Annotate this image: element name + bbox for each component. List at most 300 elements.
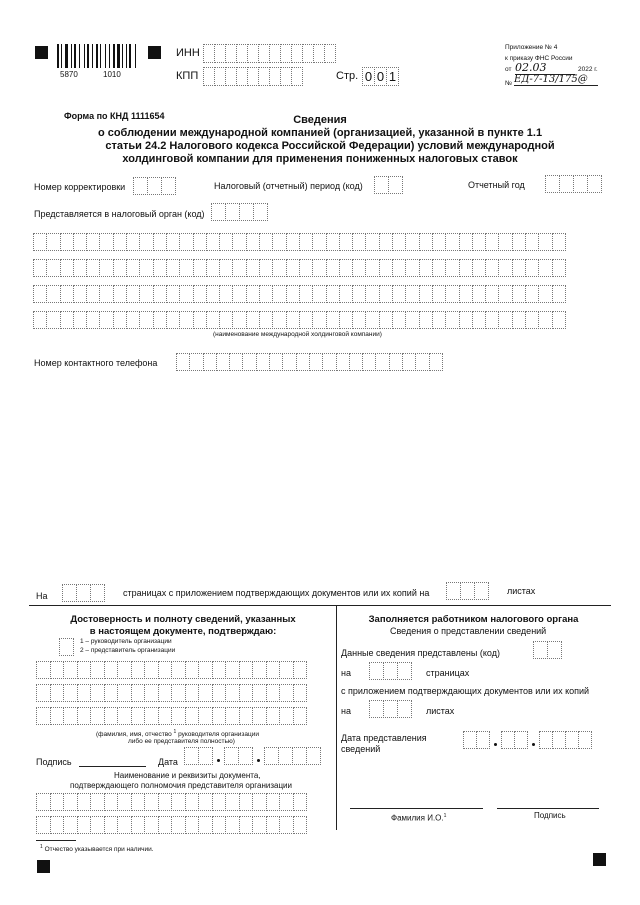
comb-cell[interactable] xyxy=(365,311,379,329)
comb-cell[interactable] xyxy=(193,233,207,251)
comb-cell[interactable] xyxy=(193,259,207,277)
year-field[interactable] xyxy=(545,175,601,193)
comb-cell[interactable] xyxy=(33,311,47,329)
comb-cell[interactable] xyxy=(326,259,340,277)
comb-cell[interactable] xyxy=(299,233,313,251)
comb-cell[interactable] xyxy=(60,233,74,251)
comb-cell[interactable] xyxy=(131,661,146,679)
comb-cell[interactable] xyxy=(198,661,213,679)
comb-cell[interactable] xyxy=(238,747,253,765)
company-name-row-3[interactable] xyxy=(33,285,565,303)
comb-cell[interactable] xyxy=(73,259,87,277)
comb-cell[interactable] xyxy=(216,353,230,371)
comb-cell[interactable] xyxy=(419,311,433,329)
comb-cell[interactable] xyxy=(224,747,239,765)
comb-cell[interactable] xyxy=(225,816,240,834)
comb-cell[interactable] xyxy=(383,662,398,680)
comb-cell[interactable] xyxy=(212,661,227,679)
comb-cell[interactable] xyxy=(246,259,260,277)
comb-cell[interactable] xyxy=(538,285,552,303)
comb-cell[interactable] xyxy=(171,661,186,679)
company-name-row-1[interactable] xyxy=(33,233,565,251)
comb-cell[interactable] xyxy=(90,707,105,725)
comb-cell[interactable] xyxy=(242,353,256,371)
comb-cell[interactable] xyxy=(286,311,300,329)
comb-cell[interactable] xyxy=(171,793,186,811)
comb-cell[interactable] xyxy=(336,353,350,371)
comb-cell[interactable] xyxy=(352,233,366,251)
comb-cell[interactable] xyxy=(179,259,193,277)
comb-cell[interactable] xyxy=(512,259,526,277)
comb-cell[interactable] xyxy=(166,285,180,303)
comb-cell[interactable] xyxy=(578,731,592,749)
pages-count-field[interactable] xyxy=(62,584,104,602)
comb-cell[interactable] xyxy=(60,259,74,277)
signer-fio-row-2[interactable] xyxy=(36,684,306,702)
comb-cell[interactable] xyxy=(514,731,528,749)
comb-cell[interactable] xyxy=(375,353,389,371)
comb-cell[interactable] xyxy=(272,311,286,329)
comb-cell[interactable] xyxy=(432,311,446,329)
comb-cell[interactable] xyxy=(73,285,87,303)
comb-cell[interactable] xyxy=(36,793,51,811)
comb-cell[interactable] xyxy=(206,259,220,277)
comb-cell[interactable] xyxy=(286,285,300,303)
comb-cell[interactable] xyxy=(279,816,294,834)
comb-cell[interactable] xyxy=(252,816,267,834)
comb-cell[interactable] xyxy=(256,353,270,371)
comb-cell[interactable] xyxy=(166,259,180,277)
comb-cell[interactable] xyxy=(278,747,293,765)
comb-cell[interactable] xyxy=(485,233,499,251)
comb-cell[interactable] xyxy=(472,285,486,303)
comb-cell[interactable] xyxy=(259,233,273,251)
tax-organ-field[interactable] xyxy=(211,203,267,221)
comb-cell[interactable] xyxy=(50,793,65,811)
comb-cell[interactable] xyxy=(474,582,489,600)
comb-cell[interactable] xyxy=(324,44,336,63)
comb-cell[interactable] xyxy=(198,684,213,702)
comb-cell[interactable] xyxy=(293,816,308,834)
comb-cell[interactable] xyxy=(179,233,193,251)
comb-cell[interactable] xyxy=(158,707,173,725)
comb-cell[interactable] xyxy=(326,233,340,251)
comb-cell[interactable] xyxy=(117,816,132,834)
comb-cell[interactable] xyxy=(472,259,486,277)
sign-date-field[interactable] xyxy=(184,747,334,765)
comb-cell[interactable] xyxy=(144,684,159,702)
comb-cell[interactable] xyxy=(144,793,159,811)
comb-cell[interactable] xyxy=(429,353,443,371)
comb-cell[interactable] xyxy=(212,816,227,834)
right-sign-line[interactable] xyxy=(497,808,599,809)
comb-cell[interactable] xyxy=(232,311,246,329)
comb-cell[interactable] xyxy=(432,285,446,303)
comb-cell[interactable] xyxy=(252,661,267,679)
comb-cell[interactable] xyxy=(269,353,283,371)
comb-cell[interactable] xyxy=(126,285,140,303)
comb-cell[interactable] xyxy=(498,233,512,251)
comb-cell[interactable] xyxy=(86,311,100,329)
period-field[interactable] xyxy=(374,176,402,194)
comb-cell[interactable] xyxy=(405,285,419,303)
comb-cell[interactable] xyxy=(538,233,552,251)
comb-cell[interactable] xyxy=(552,731,566,749)
sign-date-year[interactable] xyxy=(264,747,320,765)
comb-cell[interactable] xyxy=(232,285,246,303)
comb-cell[interactable] xyxy=(113,311,127,329)
comb-cell[interactable] xyxy=(212,793,227,811)
right-sheets-field[interactable] xyxy=(369,700,411,718)
comb-cell[interactable] xyxy=(379,259,393,277)
comb-cell[interactable] xyxy=(185,661,200,679)
comb-cell[interactable] xyxy=(198,707,213,725)
comb-cell[interactable] xyxy=(309,353,323,371)
comb-cell[interactable] xyxy=(266,684,281,702)
comb-cell[interactable] xyxy=(253,203,268,221)
comb-cell[interactable] xyxy=(286,233,300,251)
comb-cell[interactable] xyxy=(33,259,47,277)
page-number-field[interactable] xyxy=(362,67,398,86)
comb-cell[interactable] xyxy=(90,584,105,602)
comb-cell[interactable] xyxy=(46,285,60,303)
comb-cell[interactable] xyxy=(459,259,473,277)
comb-cell[interactable] xyxy=(117,793,132,811)
comb-cell[interactable] xyxy=(539,731,553,749)
comb-cell[interactable] xyxy=(362,353,376,371)
comb-cell[interactable] xyxy=(113,233,127,251)
comb-cell[interactable] xyxy=(198,747,213,765)
company-name-row-4[interactable] xyxy=(33,311,565,329)
comb-cell[interactable] xyxy=(459,311,473,329)
right-fio-line[interactable] xyxy=(350,808,483,809)
comb-cell[interactable] xyxy=(498,285,512,303)
comb-cell[interactable] xyxy=(239,684,254,702)
comb-cell[interactable] xyxy=(365,259,379,277)
comb-cell[interactable] xyxy=(104,661,119,679)
comb-cell[interactable] xyxy=(445,311,459,329)
comb-cell[interactable] xyxy=(232,233,246,251)
comb-cell[interactable] xyxy=(206,285,220,303)
comb-cell[interactable] xyxy=(266,707,281,725)
comb-cell[interactable] xyxy=(219,259,233,277)
comb-cell[interactable] xyxy=(379,233,393,251)
comb-cell[interactable] xyxy=(525,311,539,329)
comb-cell[interactable] xyxy=(171,684,186,702)
comb-cell[interactable] xyxy=(189,353,203,371)
signer-type-field[interactable] xyxy=(59,638,73,656)
doc-row-1[interactable] xyxy=(36,793,306,811)
comb-cell[interactable] xyxy=(402,353,416,371)
comb-cell[interactable] xyxy=(352,285,366,303)
comb-cell[interactable] xyxy=(232,259,246,277)
comb-cell[interactable] xyxy=(326,311,340,329)
comb-cell[interactable] xyxy=(552,233,566,251)
comb-cell[interactable] xyxy=(538,259,552,277)
comb-cell[interactable] xyxy=(388,176,403,194)
comb-cell[interactable] xyxy=(286,259,300,277)
comb-cell[interactable] xyxy=(472,311,486,329)
comb-cell[interactable] xyxy=(266,816,281,834)
comb-cell[interactable] xyxy=(33,285,47,303)
comb-cell[interactable] xyxy=(73,311,87,329)
comb-cell[interactable] xyxy=(485,259,499,277)
comb-cell[interactable] xyxy=(282,353,296,371)
comb-cell[interactable] xyxy=(279,793,294,811)
comb-cell[interactable] xyxy=(299,259,313,277)
comb-cell[interactable] xyxy=(512,233,526,251)
comb-cell[interactable] xyxy=(36,816,51,834)
comb-cell[interactable] xyxy=(179,311,193,329)
comb-cell[interactable] xyxy=(545,175,560,193)
comb-cell[interactable] xyxy=(272,285,286,303)
comb-cell[interactable] xyxy=(292,747,307,765)
comb-cell[interactable] xyxy=(193,311,207,329)
comb-cell[interactable] xyxy=(547,641,562,659)
comb-cell[interactable] xyxy=(86,259,100,277)
comb-cell[interactable] xyxy=(184,747,199,765)
comb-cell[interactable] xyxy=(131,707,146,725)
comb-cell[interactable] xyxy=(36,684,51,702)
comb-cell[interactable] xyxy=(312,259,326,277)
comb-cell[interactable] xyxy=(113,285,127,303)
comb-cell[interactable] xyxy=(219,311,233,329)
comb-cell[interactable] xyxy=(77,707,92,725)
comb-cell[interactable] xyxy=(185,793,200,811)
comb-cell[interactable] xyxy=(339,233,353,251)
comb-cell[interactable] xyxy=(36,707,51,725)
comb-cell[interactable] xyxy=(171,816,186,834)
doc-row-2[interactable] xyxy=(36,816,306,834)
comb-cell[interactable] xyxy=(432,233,446,251)
comb-cell[interactable] xyxy=(419,259,433,277)
comb-cell[interactable] xyxy=(498,311,512,329)
comb-cell[interactable] xyxy=(206,311,220,329)
comb-cell[interactable] xyxy=(198,793,213,811)
comb-cell[interactable] xyxy=(86,285,100,303)
comb-cell[interactable] xyxy=(225,793,240,811)
comb-cell[interactable] xyxy=(62,584,77,602)
comb-cell[interactable] xyxy=(179,285,193,303)
comb-cell[interactable] xyxy=(246,233,260,251)
comb-cell[interactable] xyxy=(415,353,429,371)
comb-cell[interactable] xyxy=(552,285,566,303)
comb-cell[interactable] xyxy=(352,311,366,329)
company-name-row-2[interactable] xyxy=(33,259,565,277)
right-data-code-field[interactable] xyxy=(533,641,561,659)
comb-cell[interactable] xyxy=(225,203,240,221)
inn-field[interactable] xyxy=(203,44,335,63)
comb-cell[interactable] xyxy=(50,707,65,725)
comb-cell[interactable] xyxy=(63,816,78,834)
comb-cell[interactable] xyxy=(264,747,279,765)
comb-cell[interactable] xyxy=(144,816,159,834)
comb-cell[interactable] xyxy=(306,747,321,765)
comb-cell[interactable] xyxy=(158,684,173,702)
right-date-field[interactable] xyxy=(463,731,603,749)
comb-cell[interactable] xyxy=(565,731,579,749)
comb-cell[interactable] xyxy=(405,233,419,251)
comb-cell[interactable] xyxy=(60,285,74,303)
comb-cell[interactable] xyxy=(279,661,294,679)
comb-cell[interactable] xyxy=(293,707,308,725)
comb-cell[interactable] xyxy=(293,684,308,702)
comb-cell[interactable] xyxy=(312,285,326,303)
comb-cell[interactable] xyxy=(185,816,200,834)
comb-cell[interactable] xyxy=(161,177,176,195)
comb-cell[interactable] xyxy=(299,285,313,303)
comb-cell[interactable] xyxy=(117,684,132,702)
comb-cell[interactable] xyxy=(312,233,326,251)
comb-cell[interactable] xyxy=(139,259,153,277)
comb-cell[interactable] xyxy=(266,661,281,679)
comb-cell[interactable] xyxy=(296,353,310,371)
comb-cell[interactable] xyxy=(211,203,226,221)
comb-cell[interactable] xyxy=(312,311,326,329)
comb-cell[interactable] xyxy=(99,311,113,329)
comb-cell[interactable] xyxy=(259,285,273,303)
comb-cell[interactable] xyxy=(219,285,233,303)
comb-cell[interactable] xyxy=(219,233,233,251)
comb-cell[interactable] xyxy=(392,233,406,251)
comb-cell[interactable] xyxy=(139,311,153,329)
comb-cell[interactable] xyxy=(365,233,379,251)
comb-cell[interactable] xyxy=(198,816,213,834)
sign-line[interactable] xyxy=(79,766,146,767)
comb-cell[interactable] xyxy=(90,684,105,702)
comb-cell[interactable] xyxy=(501,731,515,749)
comb-cell[interactable] xyxy=(46,311,60,329)
comb-cell[interactable] xyxy=(326,285,340,303)
comb-cell[interactable] xyxy=(225,661,240,679)
comb-cell[interactable] xyxy=(459,285,473,303)
comb-cell[interactable] xyxy=(46,259,60,277)
comb-cell[interactable] xyxy=(476,731,490,749)
right-pages-field[interactable] xyxy=(369,662,411,680)
comb-cell[interactable] xyxy=(185,707,200,725)
comb-cell[interactable] xyxy=(147,177,162,195)
comb-cell[interactable] xyxy=(339,311,353,329)
sign-date-day[interactable] xyxy=(184,747,212,765)
comb-cell[interactable] xyxy=(126,311,140,329)
comb-cell[interactable] xyxy=(459,233,473,251)
comb-cell[interactable] xyxy=(158,661,173,679)
comb-cell[interactable] xyxy=(419,285,433,303)
comb-cell[interactable] xyxy=(63,661,78,679)
comb-cell[interactable] xyxy=(36,661,51,679)
comb-cell[interactable] xyxy=(239,707,254,725)
comb-cell[interactable] xyxy=(239,816,254,834)
comb-cell[interactable] xyxy=(369,662,384,680)
comb-cell[interactable] xyxy=(587,175,602,193)
comb-cell[interactable] xyxy=(432,259,446,277)
comb-cell[interactable] xyxy=(472,233,486,251)
comb-cell[interactable] xyxy=(405,311,419,329)
comb-cell[interactable] xyxy=(99,233,113,251)
comb-cell[interactable] xyxy=(90,793,105,811)
phone-field[interactable] xyxy=(176,353,442,371)
comb-cell[interactable] xyxy=(419,233,433,251)
comb-cell[interactable] xyxy=(405,259,419,277)
comb-cell[interactable] xyxy=(171,707,186,725)
comb-cell[interactable] xyxy=(445,233,459,251)
comb-cell[interactable] xyxy=(225,707,240,725)
comb-cell[interactable] xyxy=(73,233,87,251)
comb-cell[interactable] xyxy=(139,285,153,303)
comb-cell[interactable] xyxy=(131,793,146,811)
comb-cell[interactable] xyxy=(246,285,260,303)
comb-cell[interactable] xyxy=(252,793,267,811)
comb-cell[interactable] xyxy=(77,661,92,679)
comb-cell[interactable] xyxy=(463,731,477,749)
comb-cell[interactable] xyxy=(153,285,167,303)
comb-cell[interactable] xyxy=(117,707,132,725)
comb-cell[interactable] xyxy=(279,684,294,702)
comb-cell[interactable] xyxy=(379,311,393,329)
signer-fio-row-1[interactable] xyxy=(36,661,306,679)
comb-cell[interactable] xyxy=(113,259,127,277)
comb-cell[interactable] xyxy=(397,700,412,718)
right-date-day[interactable] xyxy=(463,731,489,749)
comb-cell[interactable] xyxy=(392,285,406,303)
right-date-month[interactable] xyxy=(501,731,527,749)
comb-cell[interactable] xyxy=(552,311,566,329)
right-date-year[interactable] xyxy=(539,731,591,749)
comb-cell[interactable] xyxy=(525,285,539,303)
comb-cell[interactable] xyxy=(176,353,190,371)
comb-cell[interactable] xyxy=(512,311,526,329)
comb-cell[interactable] xyxy=(573,175,588,193)
comb-cell[interactable] xyxy=(144,707,159,725)
comb-cell[interactable] xyxy=(50,816,65,834)
comb-cell[interactable] xyxy=(272,259,286,277)
comb-cell[interactable] xyxy=(379,285,393,303)
correction-field[interactable] xyxy=(133,177,175,195)
comb-cell[interactable] xyxy=(153,233,167,251)
comb-cell[interactable] xyxy=(212,684,227,702)
comb-cell[interactable] xyxy=(239,203,254,221)
comb-cell[interactable] xyxy=(104,707,119,725)
comb-cell[interactable] xyxy=(153,259,167,277)
comb-cell[interactable] xyxy=(77,816,92,834)
comb-cell[interactable] xyxy=(445,285,459,303)
comb-cell[interactable] xyxy=(291,67,303,86)
comb-cell[interactable] xyxy=(166,233,180,251)
comb-cell[interactable] xyxy=(239,661,254,679)
comb-cell[interactable] xyxy=(139,233,153,251)
comb-cell[interactable] xyxy=(485,311,499,329)
comb-cell[interactable] xyxy=(272,233,286,251)
comb-cell[interactable] xyxy=(239,793,254,811)
comb-cell[interactable] xyxy=(559,175,574,193)
comb-cell[interactable] xyxy=(259,311,273,329)
comb-cell[interactable] xyxy=(383,700,398,718)
comb-cell[interactable] xyxy=(63,793,78,811)
comb-cell[interactable] xyxy=(117,661,132,679)
comb-cell[interactable] xyxy=(33,233,47,251)
comb-cell[interactable] xyxy=(538,311,552,329)
comb-cell[interactable] xyxy=(293,793,308,811)
sheets-count-field[interactable] xyxy=(446,582,488,600)
comb-cell[interactable] xyxy=(229,353,243,371)
comb-cell[interactable] xyxy=(460,582,475,600)
comb-cell[interactable] xyxy=(166,311,180,329)
comb-cell[interactable] xyxy=(185,684,200,702)
comb-cell[interactable] xyxy=(339,285,353,303)
comb-cell[interactable] xyxy=(77,793,92,811)
comb-cell[interactable] xyxy=(99,259,113,277)
comb-cell[interactable] xyxy=(512,285,526,303)
